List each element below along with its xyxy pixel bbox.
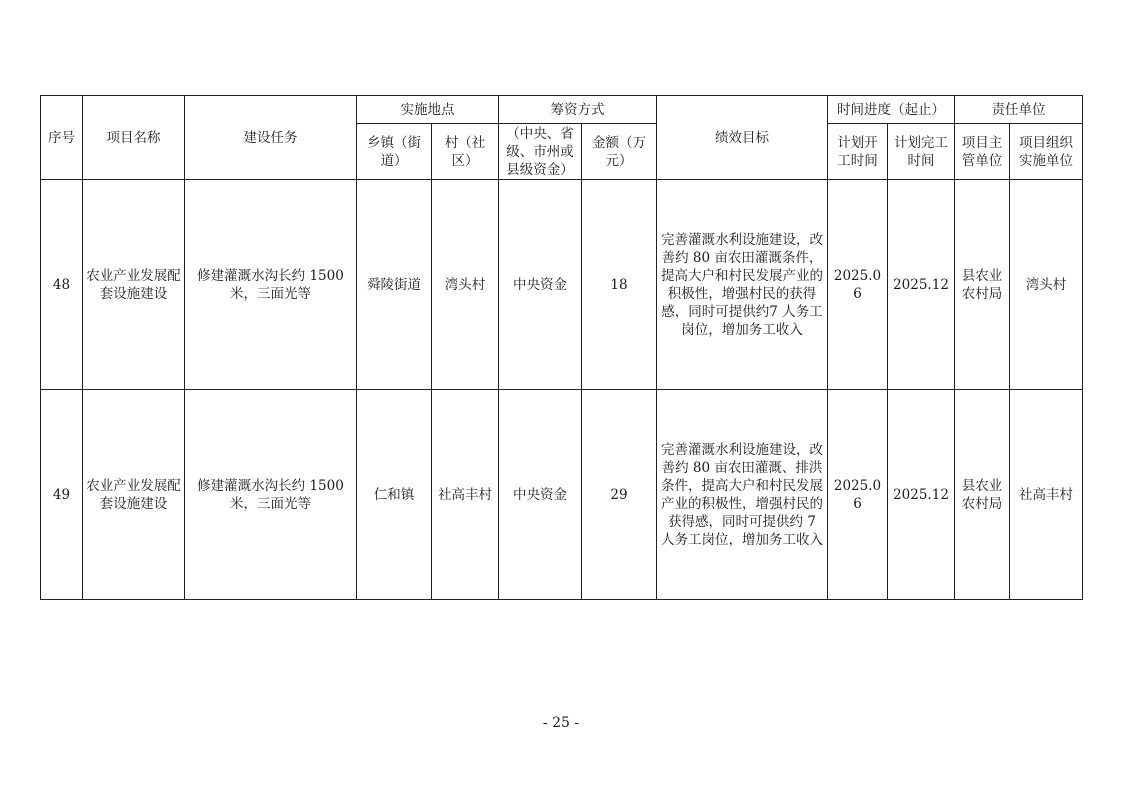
cell-performance: 完善灌溉水利设施建设，改善约 80 亩农田灌溉条件，提高大户和村民发展产业的积极性，增强村民的获得感，同时可提供约7 人务工岗位，增加务工收入	[657, 180, 828, 390]
header-location: 实施地点	[357, 96, 499, 124]
cell-village: 湾头村	[432, 180, 499, 390]
cell-project-name: 农业产业发展配套设施建设	[83, 390, 185, 600]
cell-seq: 49	[41, 390, 83, 600]
header-schedule: 时间进度（起止）	[828, 96, 955, 124]
cell-supervisor: 县农业农村局	[955, 390, 1010, 600]
header-planned-end: 计划完工时间	[888, 124, 955, 180]
cell-task: 修建灌溉水沟长约 1500米，三面光等	[185, 180, 357, 390]
project-table	[40, 95, 1083, 600]
cell-end: 2025.12	[888, 390, 955, 600]
cell-village: 社高丰村	[432, 390, 499, 600]
cell-project-name: 农业产业发展配套设施建设	[83, 180, 185, 390]
cell-start: 2025.06	[828, 180, 888, 390]
cell-seq: 48	[41, 180, 83, 390]
cell-task: 修建灌溉水沟长约 1500米，三面光等	[185, 390, 357, 600]
header-performance: 绩效目标	[657, 96, 828, 180]
header-amount: 金额（万元）	[582, 124, 657, 180]
header-project-name: 项目名称	[83, 96, 185, 180]
header-responsibility: 责任单位	[955, 96, 1083, 124]
header-implementer: 项目组织实施单位	[1010, 124, 1083, 180]
header-construction-task: 建设任务	[185, 96, 357, 180]
header-fund-source: （中央、省级、市州或县级资金）	[499, 124, 582, 180]
header-seq: 序号	[41, 96, 83, 180]
cell-fund-source: 中央资金	[499, 390, 582, 600]
cell-implementer: 社高丰村	[1010, 390, 1083, 600]
cell-performance: 完善灌溉水利设施建设，改善约 80 亩农田灌溉、排洪条件，提高大户和村民发展产业的积极性，增强村民的获得感，同时可提供约 7 人务工岗位，增加务工收入	[657, 390, 828, 600]
cell-township: 仁和镇	[357, 390, 432, 600]
page-number: - 25 -	[542, 715, 580, 731]
cell-end: 2025.12	[888, 180, 955, 390]
cell-amount: 29	[582, 390, 657, 600]
header-row-1	[41, 96, 1083, 124]
header-township: 乡镇（街道）	[357, 124, 432, 180]
header-supervisor: 项目主管单位	[955, 124, 1010, 180]
cell-implementer: 湾头村	[1010, 180, 1083, 390]
cell-fund-source: 中央资金	[499, 180, 582, 390]
cell-amount: 18	[582, 180, 657, 390]
cell-township: 舜陵街道	[357, 180, 432, 390]
table-row	[41, 390, 1083, 600]
cell-start: 2025.06	[828, 390, 888, 600]
cell-supervisor: 县农业农村局	[955, 180, 1010, 390]
table-row	[41, 180, 1083, 390]
header-funding: 筹资方式	[499, 96, 657, 124]
header-village: 村（社区）	[432, 124, 499, 180]
header-planned-start: 计划开工时间	[828, 124, 888, 180]
